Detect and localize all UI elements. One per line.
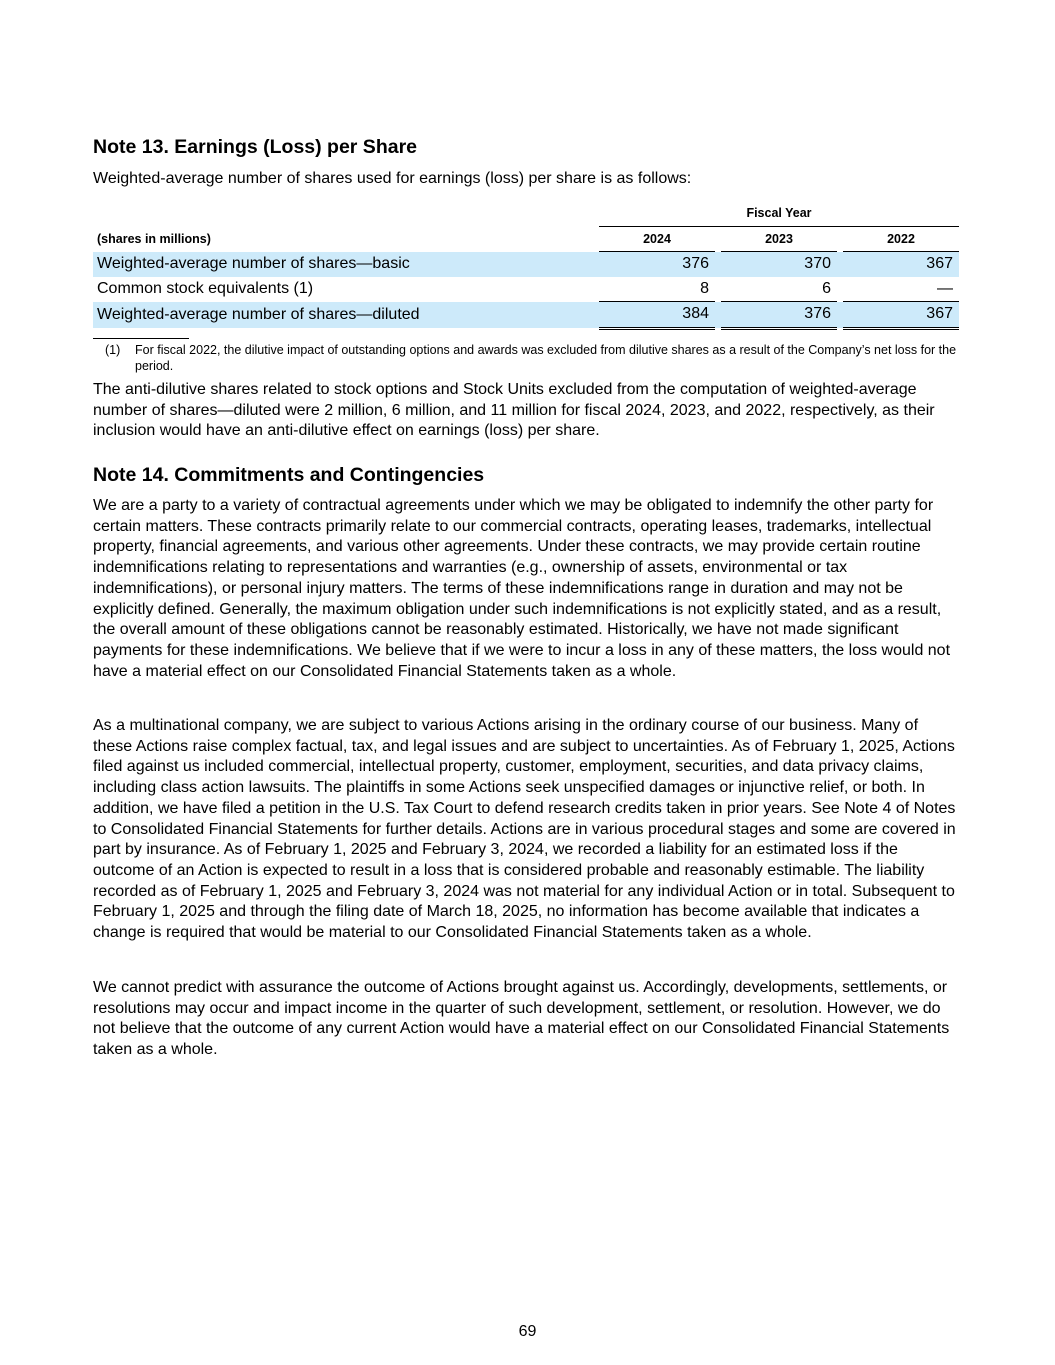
row-label: Common stock equivalents (1)	[97, 280, 314, 297]
unit-label: (shares in millions)	[97, 231, 211, 246]
table-cell: —	[843, 277, 959, 302]
note14-paragraph: We are a party to a variety of contractual agreements under which we may be obligated to indemnify the other party for certain matters. These contracts primarily relate to our commercial contracts, operating leases, trademarks, intellectual property, financial agreements, and various other agreements. Under these contracts, we may provide certain routine indemnifications relating to representations and warranties (e.g., ownership of assets, environmental or tax indemnifications), or personal injury matters. The terms of these indemnifications range in duration and may not be explicitly defined. Generally, the maximum obligation under such indemnifications is not explicitly stated, and as a result, the overall amount of these obligations cannot be reasonably estimated. Historically, we have not made significant payments for these indemnifications. We believe that if we were to incur a loss in any of these matters, the loss would not have a material effect on our Consolidated Financial Statements taken as a whole.	[93, 497, 951, 680]
year-header: 2023	[721, 226, 837, 252]
table-row	[93, 302, 959, 329]
note13-title: Note 13. Earnings (Loss) per Share	[93, 136, 418, 158]
eps-table	[93, 201, 959, 330]
year-header: 2024	[599, 226, 715, 252]
table-header-row	[93, 226, 959, 252]
note14-paragraph: As a multinational company, we are subject to various Actions arising in the ordinary course of our business. Many of these Actions raise complex factual, tax, and legal issues and are subject to uncertainties. As of February 1, 2025, Actions filed against us included commercial, intellectual property, customer, employment, securities, and data privacy claims, including class action lawsuits. The plaintiffs in some Actions seek unspecified damages or injunctive relief, or both. In addition, we have filed a petition in the U.S. Tax Court to defend research credits taken in prior years. See Note 4 of Notes to Consolidated Financial Statements for further details. Actions are in various procedural stages and some are covered in part by insurance. As of February 1, 2025 and February 3, 2024, we recorded a liability for an estimated loss if the outcome of an Action is expected to result in a loss that is considered probable and reasonably estimable. The liability recorded as of February 1, 2025 and February 3, 2024 was not material for any individual Action or in total. Subsequent to February 1, 2025 and through the filing date of March 18, 2025, no information has become available that indicates a change is required that would be material to our Consolidated Financial Statements taken as a whole.	[93, 717, 956, 942]
row-label: Weighted-average number of shares—basic	[93, 252, 599, 277]
table-cell: 8	[599, 277, 715, 302]
note13-intro: Weighted-average number of shares used for earnings (loss) per share is as follows:	[93, 170, 692, 187]
table-cell: 384	[599, 302, 715, 329]
table-cell: 367	[843, 302, 959, 329]
table-cell: 376	[721, 302, 837, 329]
footnote-marker: (1)	[105, 343, 121, 357]
row-label: Weighted-average number of shares—diluted	[93, 302, 599, 329]
table-header-group-row	[93, 201, 959, 226]
table-cell: 6	[721, 277, 837, 302]
page-number: 69	[518, 1323, 537, 1340]
footnote	[105, 343, 959, 374]
note14-title: Note 14. Commitments and Contingencies	[93, 464, 485, 486]
note14-paragraph: We cannot predict with assurance the outcome of Actions brought against us. Accordingly, developments, settlements, or resolutions may occur and impact income in the quarter of such development, settlement, or resolution. However, we do not believe that the outcome of any current Action would have a material effect on our Consolidated Financial Statements taken as a whole.	[93, 979, 950, 1059]
table-cell: 376	[599, 252, 715, 277]
table-row	[93, 277, 959, 302]
table-cell: 370	[721, 252, 837, 277]
footnote-text: For fiscal 2022, the dilutive impact of outstanding options and awards was excluded from dilutive shares as a result of the Company’s net loss for the period.	[135, 343, 957, 373]
year-header: 2022	[843, 226, 959, 252]
antidilutive-paragraph: The anti-dilutive shares related to stock options and Stock Units excluded from the computation of weighted-average number of shares—diluted were 2 million, 6 million, and 11 million for fiscal 2024, 2023, and 2022, respectively, as their inclusion would have an anti-dilutive effect on earnings (loss) per share.	[93, 381, 935, 440]
table-row	[93, 252, 959, 277]
table-cell: 367	[843, 252, 959, 277]
fiscal-year-header: Fiscal Year	[599, 201, 959, 226]
footnote-divider	[93, 338, 189, 339]
